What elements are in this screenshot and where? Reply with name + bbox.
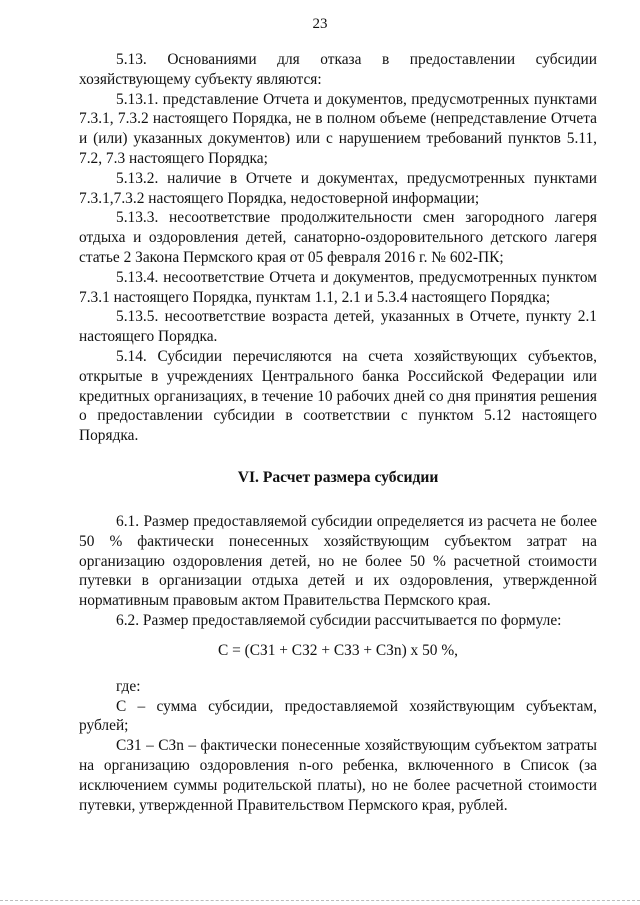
page-number: 23 [312,16,328,32]
spacer [79,446,597,468]
clause-5-13-4: 5.13.4. несоответствие Отчета и документов, предусмотренных пунктом 7.3.1 настоящего Порядка, пунктам 1.1, 2.1 и 5.3.4 настоящего Порядка; [79,268,597,306]
clause-5-13-3: 5.13.3. несоответствие продолжительности смен загородного лагеря отдыха и оздоровления детей, санаторно-оздоровительного детского лагеря статье 2 Закона Пермского края от 05 февраля 2016 г. № 602-ПК; [79,209,597,266]
clause-5-14: 5.14. Субсидии перечисляются на счета хозяйствующих субъектов, открытые в учреждениях Центрального банка Российской Федерации или кредитных организациях, в течение 10 рабочих дней со дня принятия решения о предоставлении субсидии в соответствии с пунктом 5.12 настоящего Порядка. [79,347,597,445]
clause-6-1: 6.1. Размер предоставляемой субсидии определяется из расчета не более 50 % фактически понесенных хозяйствующим субъектом затрат на организацию оздоровления детей, но не более 50 % расчетной стоимости путевки в организации отдыха детей и их оздоровления, утвержденной нормативным правовым актом Правительства Пермского края. [79,512,597,610]
spacer [79,488,597,512]
clause-5-13-1: 5.13.1. представление Отчета и документов, предусмотренных пунктами 7.3.1, 7.3.2 настоящего Порядка, не в полном объеме (непредставление Отчета и (или) указанных документов) или с нарушением требований пунктов 5.11, 7.2, 7.3 настоящего Порядка; [79,90,597,167]
document-body [79,50,597,815]
where-label: где: [116,677,141,695]
definition-sz: СЗ1 – СЗn – фактически понесенные хозяйствующим субъектом затраты на организацию оздоровления n-ого ребенка, включенного в Список (за исключением суммы родительской платы), но не более расчетной стоимости путевки, утвержденной Правительством Пермского края, рублей. [79,737,597,814]
subsidy-formula: С = (СЗ1 + СЗ2 + СЗ3 + СЗn) х 50 %, [218,641,458,659]
clause-6-2: 6.2. Размер предоставляемой субсидии рассчитывается по формуле: [116,611,562,629]
section-heading: VI. Расчет размера субсидии [237,468,439,486]
scan-edge-line [0,900,640,901]
clause-5-13-2: 5.13.2. наличие в Отчете и документах, предусмотренных пунктами 7.3.1,7.3.2 настоящего Порядка, недостоверной информации; [79,169,597,207]
definition-c: С – сумма субсидии, предоставляемой хозяйствующим субъектам, рублей; [79,697,597,735]
clause-5-13: 5.13. Основаниями для отказа в предоставлении субсидии хозяйствующему субъекту являются: [79,51,597,88]
clause-5-13-5: 5.13.5. несоответствие возраста детей, указанных в Отчете, пункту 2.1 настоящего Порядка. [79,308,597,346]
